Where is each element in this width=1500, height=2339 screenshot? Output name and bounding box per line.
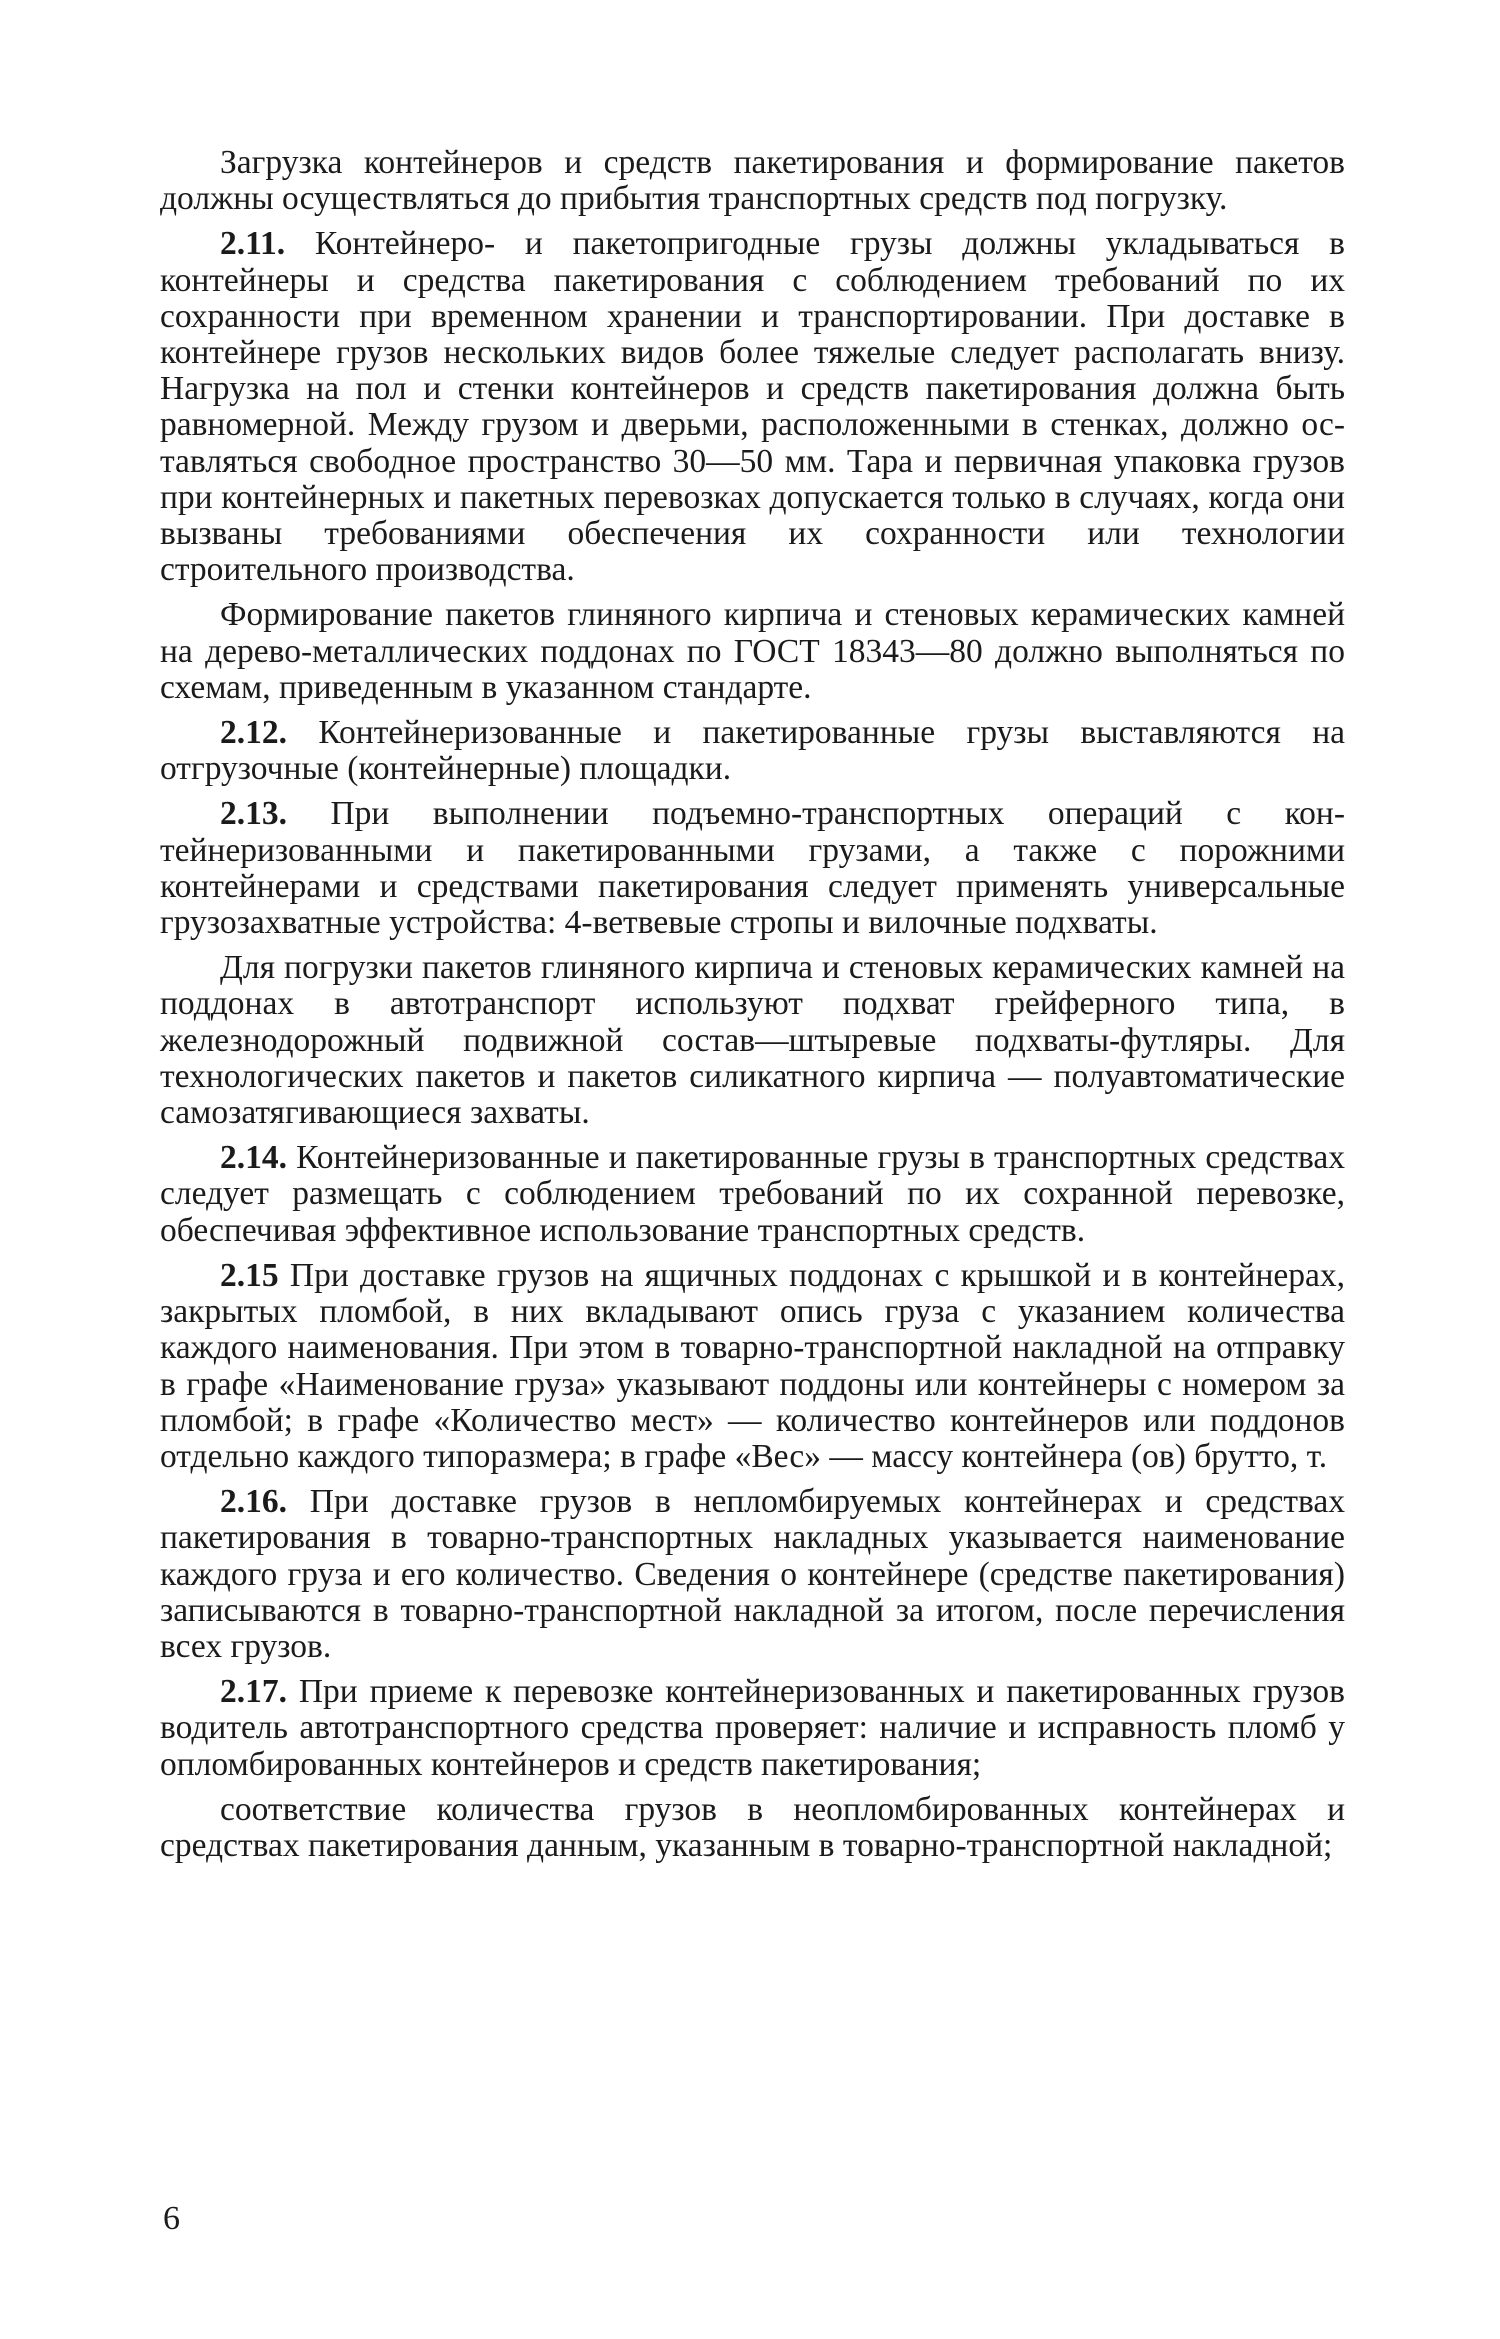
clause-number: 2.15 bbox=[220, 1256, 279, 1294]
paragraph-text: При приеме к перевозке контейнеризованных и пакетированных грузов водитель автотранспортного средства проверяет: наличие и исправность пломб у опломбированных контейнеров и средств пакетирования; bbox=[160, 1673, 1345, 1783]
page-number: 6 bbox=[163, 2200, 180, 2237]
paragraph-2-14 bbox=[160, 1140, 1345, 1249]
paragraph-text: При доставке грузов в непломбируемых контейнерах и средствах пакетирования в товарно-транспортных накладных указывается наименование каждого груза и его количество. Сведения о контейнере (средстве пакетирования) записываются в товарно-транспортной накладной за итогом, после перечисления всех грузов. bbox=[160, 1483, 1345, 1665]
clause-number: 2.17. bbox=[220, 1673, 287, 1711]
paragraph-2-12 bbox=[160, 715, 1345, 787]
paragraph-text: Для погрузки пакетов глиняного кирпича и стеновых керамических камней на поддонах в автотранспорт используют подхват грейферного типа, в железнодорожный подвижной состав—штыревые подхваты-футляры. Для технологических пакетов и пакетов силикатного кирпича — полуавтоматические самозатягивающиеся захваты. bbox=[160, 949, 1345, 1132]
paragraph-text: При выполнении подъемно-транспортных операций с контейнеризованными и пакетированными грузами, а также с порожними контейнерами и средствами пакетирования следует применять универсальные грузозахватные устройства: 4-ветвевые стропы и вилочные подхваты. bbox=[160, 795, 1345, 942]
paragraph-brick-packets bbox=[160, 597, 1345, 706]
clause-number: 2.13. bbox=[220, 795, 287, 833]
paragraph-text: соответствие количества грузов в неопломбированных контейнерах и средствах пакетирования данным, указанным в товарно-транспортной накладной; bbox=[160, 1790, 1345, 1864]
clause-number: 2.11. bbox=[220, 225, 286, 263]
paragraph-2-13 bbox=[160, 796, 1345, 941]
paragraph-text: Контейнеризованные и пакетированные грузы в транспортных средствах следует размещать с соблюдением требований по их сохранной перевозке, обеспечивая эффективное использование транспортных средств. bbox=[160, 1139, 1345, 1249]
paragraph-quantity-check bbox=[160, 1792, 1345, 1864]
paragraph-2-11 bbox=[160, 226, 1345, 588]
paragraph-text: Контейнеризованные и пакетированные грузы выставляются на отгрузочные (контейнерные) площадки. bbox=[160, 714, 1345, 788]
clause-number: 2.16. bbox=[220, 1483, 287, 1521]
paragraph-loading-intro bbox=[160, 145, 1345, 217]
document-page bbox=[160, 145, 1345, 1873]
paragraph-2-17 bbox=[160, 1674, 1345, 1783]
paragraph-text: При доставке грузов на ящичных поддонах с крышкой и в контейнерах, закрытых пломбой, в них вкладывают опись груза с указанием количества каждого наименования. При этом в товарно-транспортной накладной на отправку в графе «Наименование груза» указывают поддоны или контейнеры с номером за пломбой; в графе «Количество мест» — количество контейнеров или поддонов отдельно каждого типоразмера; в графе «Вес» — массу контейнера (ов) брутто, т. bbox=[160, 1256, 1345, 1475]
paragraph-text: Формирование пакетов глиняного кирпича и стеновых керамических камней на дерево-металлических поддонах по ГОСТ 18343—80 должно выполняться по схемам, приведенным в указанном стандарте. bbox=[160, 596, 1345, 706]
paragraph-text: Контейнеро- и пакетопригодные грузы должны укладываться в контейнеры и средства пакетирования с соблюдением требований по их сохранности при временном хранении и транспортировании. При доставке в контейнере грузов нескольких видов более тяжелые следует располагать внизу. Нагрузка на пол и стенки контейнеров и средств пакетирования должна быть равномерной. Между грузом и дверьми, расположенными в стенках, должно оставляться свободное пространство 30—50 мм. Тара и первичная упаковка грузов при контейнерных и пакетных перевозках допускается только в случаях, когда они вызваны требованиями обеспечения их сохранности или технологии строительного производства. bbox=[160, 225, 1345, 589]
paragraph-2-16 bbox=[160, 1484, 1345, 1665]
paragraph-text: Загрузка контейнеров и средств пакетирования и формирование пакетов должны осуществляться до прибытия транспортных средств под погрузку. bbox=[160, 144, 1345, 218]
clause-number: 2.12. bbox=[220, 714, 287, 752]
paragraph-2-15 bbox=[160, 1258, 1345, 1475]
clause-number: 2.14. bbox=[220, 1139, 287, 1177]
paragraph-loading-grips bbox=[160, 950, 1345, 1131]
